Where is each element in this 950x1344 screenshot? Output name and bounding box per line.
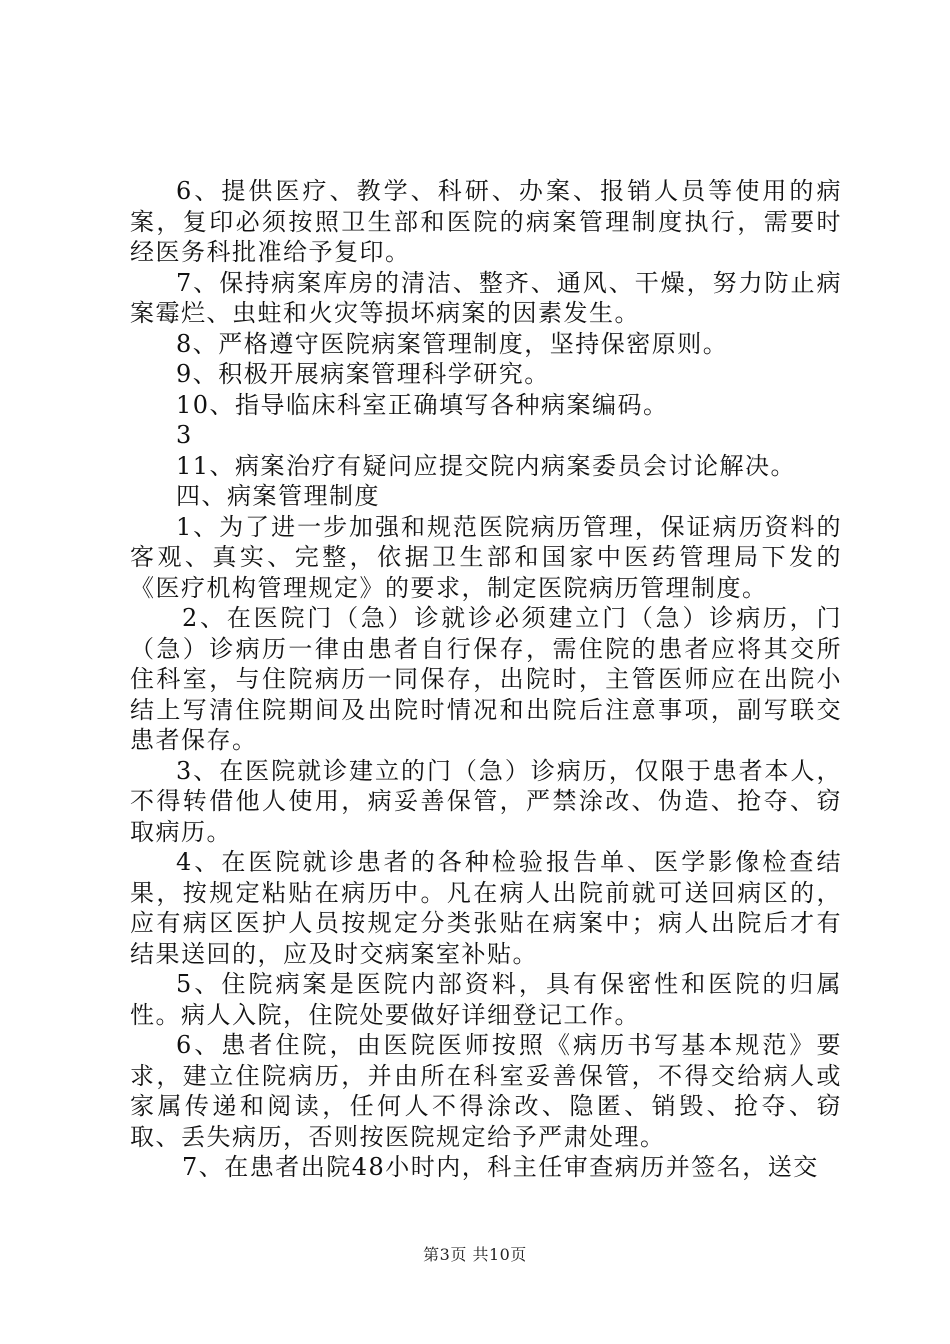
page-number-label: 第3页 共10页 bbox=[423, 1245, 527, 1264]
paragraph-item-9-research: 9、积极开展病案管理科学研究。 bbox=[176, 360, 550, 388]
paragraph-item-7-storage-care: 7、保持病案库房的清洁、整齐、通风、干燥，努力防止病案霉烂、虫蛀和火灾等损坏病案的因素发生。 bbox=[130, 268, 842, 327]
page-footer bbox=[0, 1242, 950, 1265]
paragraph-rule-3: 3、在医院就诊建立的门（急）诊病历，仅限于患者本人，不得转借他人使用，病妥善保管，严禁涂改、伪造、抢夺、窃取病历。 bbox=[130, 756, 842, 846]
paragraph-item-11-committee: 11、病案治疗有疑问应提交院内病案委员会讨论解决。 bbox=[176, 451, 797, 480]
paragraph-rule-7: 7、在患者出院48小时内，科主任审查病历并签名，送交 bbox=[182, 1153, 819, 1181]
section-heading: 四、病案管理制度 bbox=[176, 482, 380, 510]
paragraph-rule-1: 1、为了进一步加强和规范医院病历管理，保证病历资料的客观、真实、完整，依据卫生部和国家中医药管理局下发的《医疗机构管理规定》的要求，制定医院病历管理制度。 bbox=[130, 512, 842, 602]
paragraph-item-10-coding: 10、指导临床科室正确填写各种病案编码。 bbox=[176, 390, 669, 419]
paragraph-rule-6: 6、患者住院，由医院医师按照《病历书写基本规范》要求，建立住院病历，并由所在科室妥善保管，不得交给病人或家属传递和阅读，任何人不得涂改、隐匿、销毁、抢夺、窃取、丢失病历，否则按医院规定给予严肃处理。 bbox=[130, 1031, 842, 1151]
stray-page-number: 3 bbox=[176, 421, 193, 449]
paragraph-item-6-copy-rules: 6、提供医疗、教学、科研、办案、报销人员等使用的病案，复印必须按照卫生部和医院的病案管理制度执行，需要时经医务科批准给予复印。 bbox=[130, 177, 842, 266]
document-body bbox=[130, 176, 842, 1183]
paragraph-rule-5: 5、住院病案是医院内部资料，具有保密性和医院的归属性。病人入院，住院处要做好详细登记工作。 bbox=[130, 970, 842, 1029]
paragraph-item-8-confidentiality: 8、严格遵守医院病案管理制度，坚持保密原则。 bbox=[176, 329, 729, 358]
paragraph-rule-2: 2、在医院门（急）诊就诊必须建立门（急）诊病历，门（急）诊病历一律由患者自行保存，需住院的患者应将其交所住科室，与住院病历一同保存，出院时，主管医师应在出院小结上写清住院期间及出院时情况和出院后注意事项，副写联交患者保存。 bbox=[130, 604, 842, 754]
paragraph-rule-4: 4、在医院就诊患者的各种检验报告单、医学影像检查结果，按规定粘贴在病历中。凡在病人出院前就可送回病区的，应有病区医护人员按规定分类张贴在病案中；病人出院后才有结果送回的，应及时交病案室补贴。 bbox=[130, 848, 842, 968]
